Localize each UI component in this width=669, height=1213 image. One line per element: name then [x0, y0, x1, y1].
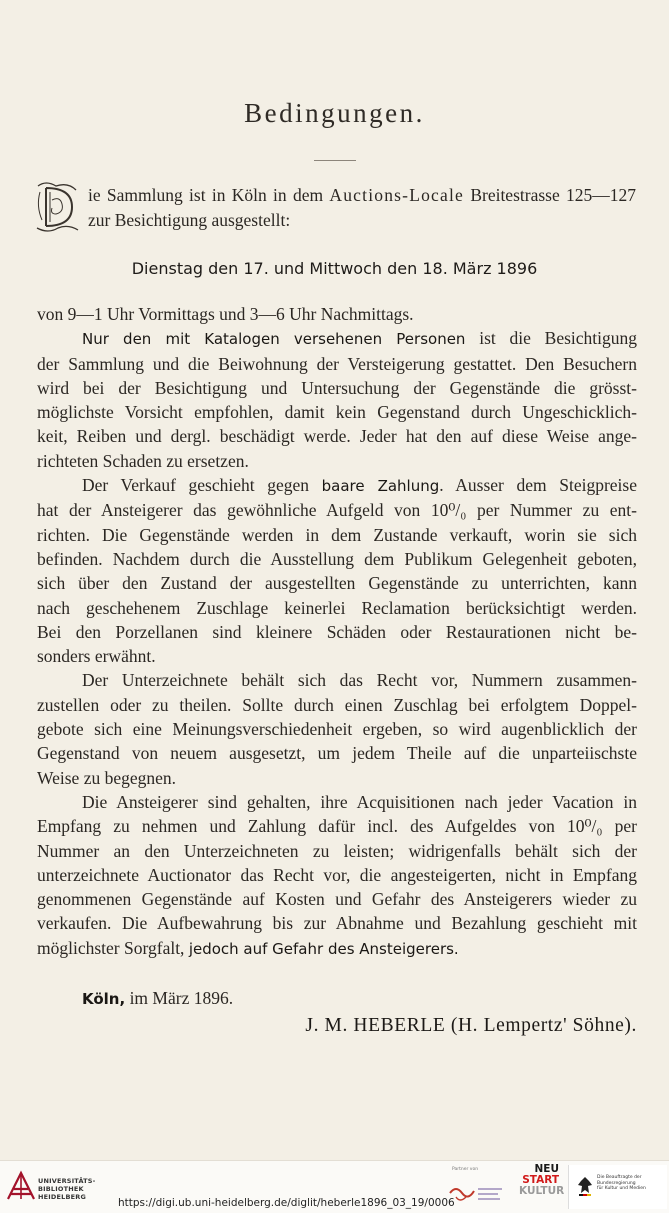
text-line: genommenen Gegenstände auf Kosten und Gefahr des Ansteigerers wieder zu	[37, 889, 637, 910]
text-line: richteten Schaden zu ersetzen.	[37, 450, 249, 471]
university-library-logo-icon[interactable]	[6, 1169, 36, 1203]
university-library-name: UNIVERSITÄTS- BIBLIOTHEK HEIDELBERG	[38, 1177, 96, 1201]
page-title: Bedingungen.	[244, 98, 425, 128]
text-line: nach geschehenem Zuschlage keinerlei Reclamation berücksichtigt werden.	[37, 597, 637, 618]
text-line: befinden. Nachdem durch die Ausstellung dem Publikum Gelegenheit geboten,	[37, 548, 637, 569]
intro-line-2: zur Besichtigung ausgestellt:	[88, 210, 291, 230]
text-line: sonders erwähnt.	[37, 646, 156, 667]
exhibition-dates: Dienstag den 17. und Mittwoch den 18. März 1896	[131, 259, 538, 278]
text-line: Die Ansteigerer sind gehalten, ihre Acquisitionen nach jeder Vacation in	[82, 791, 637, 812]
text-line: richten. Die Gegenstände werden in dem Zustande verkauft, worin sie sich	[37, 524, 637, 545]
text-line: gebote sich eine Meinungsverschiedenheit ergeben, so wird augenblicklich der	[37, 719, 637, 740]
signature-place-date: Köln, im März 1896.	[82, 988, 234, 1008]
text-line: sich über den Zustand der ausgestellten Gegenstände zu unterrichten, kann	[37, 573, 637, 594]
text-line: wird bei der Besichtigung und Untersuchung der Gegenstände die grösst-	[37, 377, 637, 398]
text-line: keit, Reiben und dergl. beschädigt werde. Jeder hat den auf diese Weise ange-	[37, 426, 637, 447]
intro-line-1: ie Sammlung ist in Köln in dem Auctions-Locale Breitestrasse 125—127	[88, 185, 637, 205]
decorative-initial-d-icon	[34, 180, 80, 234]
text-line: der Sammlung und die Beiwohnung der Versteigerung gestattet. Den Besuchern	[37, 353, 637, 374]
text-line: Der Verkauf geschieht gegen baare Zahlung. Ausser dem Steigpreise	[82, 475, 637, 496]
text-line: verkaufen. Die Aufbewahrung bis zur Abnahme und Bezahlung geschieht mit	[37, 913, 637, 934]
text-line: Gegenstand von neuem ausgesetzt, um jedem Theile auf die unparteiischste	[37, 743, 637, 764]
text-line: möglichste Vorsicht empfohlen, damit kein Gegenstand durch Ungeschicklich-	[37, 402, 637, 423]
intro-paragraph	[88, 183, 636, 233]
title-divider	[314, 160, 356, 161]
text-line: hat der Ansteigerer das gewöhnliche Aufgeld von 10⁰/₀ per Nummer zu ent-	[37, 500, 637, 521]
text-line: zustellen oder zu theilen. Sollte durch einen Zuschlag bei erfolgtem Doppel-	[37, 694, 637, 715]
text-line: von 9—1 Uhr Vormittags und 3—6 Uhr Nachmittags.	[37, 304, 414, 324]
text-line: möglichster Sorgfalt, jedoch auf Gefahr des Ansteigerers.	[37, 937, 459, 958]
partner-label: Partner von	[452, 1167, 479, 1172]
federal-eagle-icon	[577, 1175, 593, 1197]
text-line: Der Unterzeichnete behält sich das Recht vor, Nummern zusammen-	[82, 670, 637, 691]
text-line: Nummer an den Unterzeichneten zu leisten; widrigenfalls behält sich der	[37, 840, 637, 861]
text-line: Weise zu begegnen.	[37, 767, 177, 788]
conditions-text	[37, 302, 637, 961]
permalink-url[interactable]: https://digi.ub.uni-heidelberg.de/diglit/heberle1896_03_19/0006	[118, 1197, 455, 1209]
viewer-footer	[0, 1160, 669, 1213]
text-line: Bei den Porzellanen sind kleinere Schäden oder Restaurationen nicht be-	[37, 621, 637, 642]
federal-government-culture-text: Die Beauftragte der Bundesregierung für Kultur und Medien	[597, 1175, 646, 1191]
signature-firm: J. M. HEBERLE (H. Lempertz' Söhne).	[305, 1015, 637, 1036]
text-line: unterzeichnete Auctionator das Recht vor, die angesteigerten, nicht in Empfang	[37, 864, 637, 885]
text-line: Empfang zu nehmen und Zahlung dafür incl. des Aufgeldes von 10⁰/₀ per	[37, 816, 637, 837]
partner-logo-icon[interactable]	[446, 1177, 504, 1207]
text-line: Nur den mit Katalogen versehenen Personen ist die Besichtigung	[82, 328, 638, 349]
neustart-kultur-logo[interactable]: NEU START KULTUR	[519, 1163, 565, 1197]
federal-government-culture-logo[interactable]	[568, 1165, 667, 1209]
